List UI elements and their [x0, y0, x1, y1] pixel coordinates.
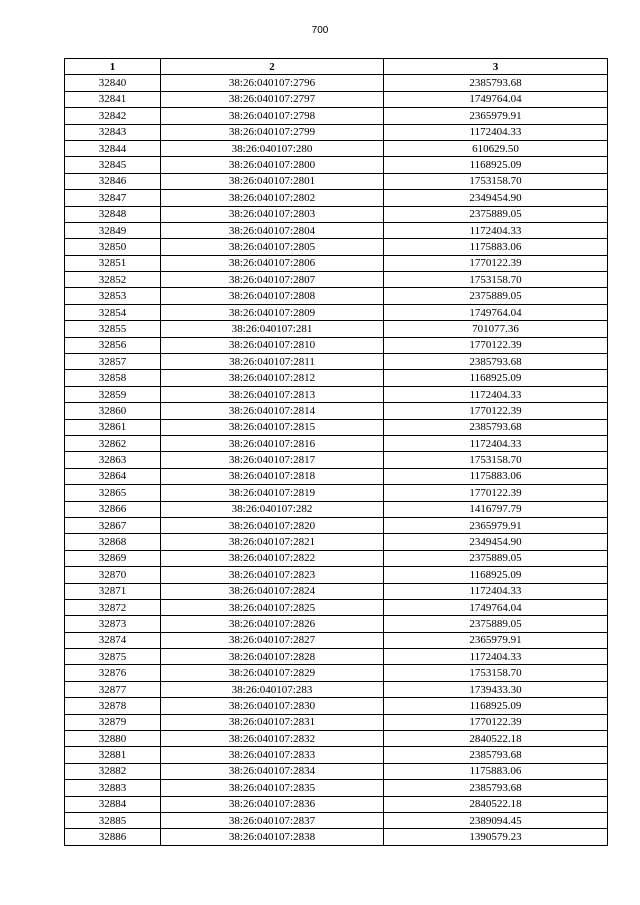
cell-cadastral-number: 38:26:040107:2815 [161, 419, 384, 435]
cell-row-number: 32870 [65, 567, 161, 583]
table-row [65, 288, 608, 304]
cell-row-number: 32851 [65, 255, 161, 271]
table-body [65, 75, 608, 845]
cell-value: 1175883.06 [384, 468, 608, 484]
cell-value: 2365979.91 [384, 517, 608, 533]
cell-row-number: 32867 [65, 517, 161, 533]
cell-cadastral-number: 38:26:040107:2798 [161, 108, 384, 124]
cell-cadastral-number: 38:26:040107:282 [161, 501, 384, 517]
table-row [65, 714, 608, 730]
table-row [65, 419, 608, 435]
cell-cadastral-number: 38:26:040107:2811 [161, 354, 384, 370]
cell-value: 1770122.39 [384, 403, 608, 419]
cell-value: 2349454.90 [384, 190, 608, 206]
cell-value: 2385793.68 [384, 75, 608, 91]
table-header-row [65, 59, 608, 75]
cell-row-number: 32861 [65, 419, 161, 435]
cell-value: 1749764.04 [384, 599, 608, 615]
table-row [65, 747, 608, 763]
cell-row-number: 32853 [65, 288, 161, 304]
cell-value: 1753158.70 [384, 272, 608, 288]
cell-cadastral-number: 38:26:040107:2796 [161, 75, 384, 91]
column-header-value: 3 [384, 59, 608, 75]
cell-row-number: 32845 [65, 157, 161, 173]
cell-row-number: 32846 [65, 173, 161, 189]
cell-cadastral-number: 38:26:040107:2812 [161, 370, 384, 386]
cell-cadastral-number: 38:26:040107:2818 [161, 468, 384, 484]
cell-row-number: 32868 [65, 534, 161, 550]
cell-value: 1172404.33 [384, 583, 608, 599]
cell-cadastral-number: 38:26:040107:2822 [161, 550, 384, 566]
table-row [65, 616, 608, 632]
table-row [65, 337, 608, 353]
cell-cadastral-number: 38:26:040107:2810 [161, 337, 384, 353]
table-row [65, 567, 608, 583]
cell-value: 1390579.23 [384, 829, 608, 845]
cell-value: 1168925.09 [384, 698, 608, 714]
column-header-cadastral-number: 2 [161, 59, 384, 75]
cell-value: 2365979.91 [384, 108, 608, 124]
table-row [65, 403, 608, 419]
cell-cadastral-number: 38:26:040107:2814 [161, 403, 384, 419]
cell-value: 2840522.18 [384, 731, 608, 747]
cell-row-number: 32878 [65, 698, 161, 714]
table-row [65, 272, 608, 288]
cell-row-number: 32883 [65, 780, 161, 796]
cell-cadastral-number: 38:26:040107:2804 [161, 222, 384, 238]
table-row [65, 796, 608, 812]
cell-cadastral-number: 38:26:040107:2800 [161, 157, 384, 173]
cell-cadastral-number: 38:26:040107:2816 [161, 435, 384, 451]
cell-row-number: 32880 [65, 731, 161, 747]
table-row [65, 108, 608, 124]
table-row [65, 370, 608, 386]
table-row [65, 321, 608, 337]
table-row [65, 550, 608, 566]
cell-value: 2389094.45 [384, 812, 608, 828]
cell-row-number: 32855 [65, 321, 161, 337]
table-row [65, 649, 608, 665]
table-row [65, 763, 608, 779]
cell-row-number: 32840 [65, 75, 161, 91]
cell-value: 1168925.09 [384, 157, 608, 173]
cell-cadastral-number: 38:26:040107:2819 [161, 485, 384, 501]
cell-row-number: 32865 [65, 485, 161, 501]
cell-value: 2385793.68 [384, 354, 608, 370]
cell-value: 2375889.05 [384, 550, 608, 566]
cell-row-number: 32864 [65, 468, 161, 484]
cell-cadastral-number: 38:26:040107:2830 [161, 698, 384, 714]
cell-row-number: 32841 [65, 91, 161, 107]
cell-cadastral-number: 38:26:040107:2837 [161, 812, 384, 828]
cell-row-number: 32879 [65, 714, 161, 730]
cell-value: 1770122.39 [384, 337, 608, 353]
table-row [65, 534, 608, 550]
cell-row-number: 32850 [65, 239, 161, 255]
table-row [65, 681, 608, 697]
table-row [65, 599, 608, 615]
cell-value: 1416797.79 [384, 501, 608, 517]
cell-cadastral-number: 38:26:040107:2809 [161, 304, 384, 320]
cell-cadastral-number: 38:26:040107:283 [161, 681, 384, 697]
cell-row-number: 32843 [65, 124, 161, 140]
table-row [65, 829, 608, 845]
cell-row-number: 32849 [65, 222, 161, 238]
cell-value: 1172404.33 [384, 124, 608, 140]
cell-row-number: 32848 [65, 206, 161, 222]
cell-cadastral-number: 38:26:040107:2835 [161, 780, 384, 796]
cell-value: 2365979.91 [384, 632, 608, 648]
cell-value: 1770122.39 [384, 485, 608, 501]
column-header-number: 1 [65, 59, 161, 75]
cell-row-number: 32871 [65, 583, 161, 599]
table-row [65, 386, 608, 402]
table-row [65, 665, 608, 681]
cell-row-number: 32856 [65, 337, 161, 353]
table-row [65, 190, 608, 206]
cell-row-number: 32875 [65, 649, 161, 665]
cell-row-number: 32847 [65, 190, 161, 206]
cell-cadastral-number: 38:26:040107:2825 [161, 599, 384, 615]
cell-row-number: 32866 [65, 501, 161, 517]
table-row [65, 485, 608, 501]
table-row [65, 501, 608, 517]
cell-row-number: 32876 [65, 665, 161, 681]
cell-cadastral-number: 38:26:040107:2817 [161, 452, 384, 468]
cell-cadastral-number: 38:26:040107:2826 [161, 616, 384, 632]
cell-cadastral-number: 38:26:040107:2805 [161, 239, 384, 255]
cell-value: 1753158.70 [384, 452, 608, 468]
table-row [65, 780, 608, 796]
cell-row-number: 32869 [65, 550, 161, 566]
table-row [65, 239, 608, 255]
table-row [65, 452, 608, 468]
cell-cadastral-number: 38:26:040107:2831 [161, 714, 384, 730]
cell-row-number: 32877 [65, 681, 161, 697]
cell-row-number: 32859 [65, 386, 161, 402]
cell-value: 1770122.39 [384, 255, 608, 271]
cell-value: 1168925.09 [384, 567, 608, 583]
cell-cadastral-number: 38:26:040107:2828 [161, 649, 384, 665]
cell-value: 1749764.04 [384, 304, 608, 320]
cell-cadastral-number: 38:26:040107:2824 [161, 583, 384, 599]
cell-cadastral-number: 38:26:040107:2820 [161, 517, 384, 533]
cell-value: 2375889.05 [384, 206, 608, 222]
cell-value: 2349454.90 [384, 534, 608, 550]
table-row [65, 435, 608, 451]
cell-row-number: 32885 [65, 812, 161, 828]
cell-value: 1770122.39 [384, 714, 608, 730]
table-row [65, 468, 608, 484]
cell-value: 2385793.68 [384, 419, 608, 435]
cell-value: 2385793.68 [384, 747, 608, 763]
cell-row-number: 32882 [65, 763, 161, 779]
cell-value: 1749764.04 [384, 91, 608, 107]
cell-cadastral-number: 38:26:040107:2802 [161, 190, 384, 206]
table-row [65, 222, 608, 238]
cell-row-number: 32886 [65, 829, 161, 845]
cell-value: 1172404.33 [384, 435, 608, 451]
table-row [65, 91, 608, 107]
cell-cadastral-number: 38:26:040107:2833 [161, 747, 384, 763]
cell-row-number: 32884 [65, 796, 161, 812]
cell-row-number: 32854 [65, 304, 161, 320]
table-row [65, 304, 608, 320]
cell-cadastral-number: 38:26:040107:2808 [161, 288, 384, 304]
cell-value: 2840522.18 [384, 796, 608, 812]
table-row [65, 173, 608, 189]
cell-value: 1739433.30 [384, 681, 608, 697]
cell-row-number: 32852 [65, 272, 161, 288]
cell-cadastral-number: 38:26:040107:2821 [161, 534, 384, 550]
table-row [65, 140, 608, 156]
cell-cadastral-number: 38:26:040107:2797 [161, 91, 384, 107]
cell-row-number: 32842 [65, 108, 161, 124]
cell-value: 1168925.09 [384, 370, 608, 386]
cell-cadastral-number: 38:26:040107:2799 [161, 124, 384, 140]
cell-cadastral-number: 38:26:040107:280 [161, 140, 384, 156]
cell-value: 1172404.33 [384, 649, 608, 665]
cell-cadastral-number: 38:26:040107:281 [161, 321, 384, 337]
cell-cadastral-number: 38:26:040107:2829 [161, 665, 384, 681]
cell-cadastral-number: 38:26:040107:2806 [161, 255, 384, 271]
page-number: 700 [311, 25, 329, 36]
table-row [65, 517, 608, 533]
table-row [65, 75, 608, 91]
cell-cadastral-number: 38:26:040107:2803 [161, 206, 384, 222]
cell-row-number: 32844 [65, 140, 161, 156]
cell-value: 1172404.33 [384, 222, 608, 238]
cell-cadastral-number: 38:26:040107:2823 [161, 567, 384, 583]
cadastral-value-table [64, 58, 608, 846]
cell-value: 1753158.70 [384, 665, 608, 681]
cell-row-number: 32862 [65, 435, 161, 451]
table-row [65, 812, 608, 828]
cell-row-number: 32881 [65, 747, 161, 763]
cell-value: 701077.36 [384, 321, 608, 337]
table-row [65, 632, 608, 648]
table-row [65, 731, 608, 747]
cell-value: 610629.50 [384, 140, 608, 156]
table-row [65, 354, 608, 370]
cell-row-number: 32858 [65, 370, 161, 386]
cell-row-number: 32863 [65, 452, 161, 468]
cell-value: 1175883.06 [384, 763, 608, 779]
cell-value: 1175883.06 [384, 239, 608, 255]
cell-value: 2375889.05 [384, 288, 608, 304]
table-row [65, 124, 608, 140]
cell-value: 2375889.05 [384, 616, 608, 632]
table-row [65, 157, 608, 173]
cell-cadastral-number: 38:26:040107:2813 [161, 386, 384, 402]
cell-row-number: 32872 [65, 599, 161, 615]
cell-row-number: 32857 [65, 354, 161, 370]
table-row [65, 206, 608, 222]
table-row [65, 698, 608, 714]
cell-row-number: 32860 [65, 403, 161, 419]
table-row [65, 255, 608, 271]
cell-value: 2385793.68 [384, 780, 608, 796]
cell-cadastral-number: 38:26:040107:2838 [161, 829, 384, 845]
cell-cadastral-number: 38:26:040107:2807 [161, 272, 384, 288]
cell-cadastral-number: 38:26:040107:2834 [161, 763, 384, 779]
cell-row-number: 32874 [65, 632, 161, 648]
cell-value: 1753158.70 [384, 173, 608, 189]
cell-row-number: 32873 [65, 616, 161, 632]
table-row [65, 583, 608, 599]
cell-value: 1172404.33 [384, 386, 608, 402]
cell-cadastral-number: 38:26:040107:2801 [161, 173, 384, 189]
cell-cadastral-number: 38:26:040107:2827 [161, 632, 384, 648]
cell-cadastral-number: 38:26:040107:2832 [161, 731, 384, 747]
cell-cadastral-number: 38:26:040107:2836 [161, 796, 384, 812]
